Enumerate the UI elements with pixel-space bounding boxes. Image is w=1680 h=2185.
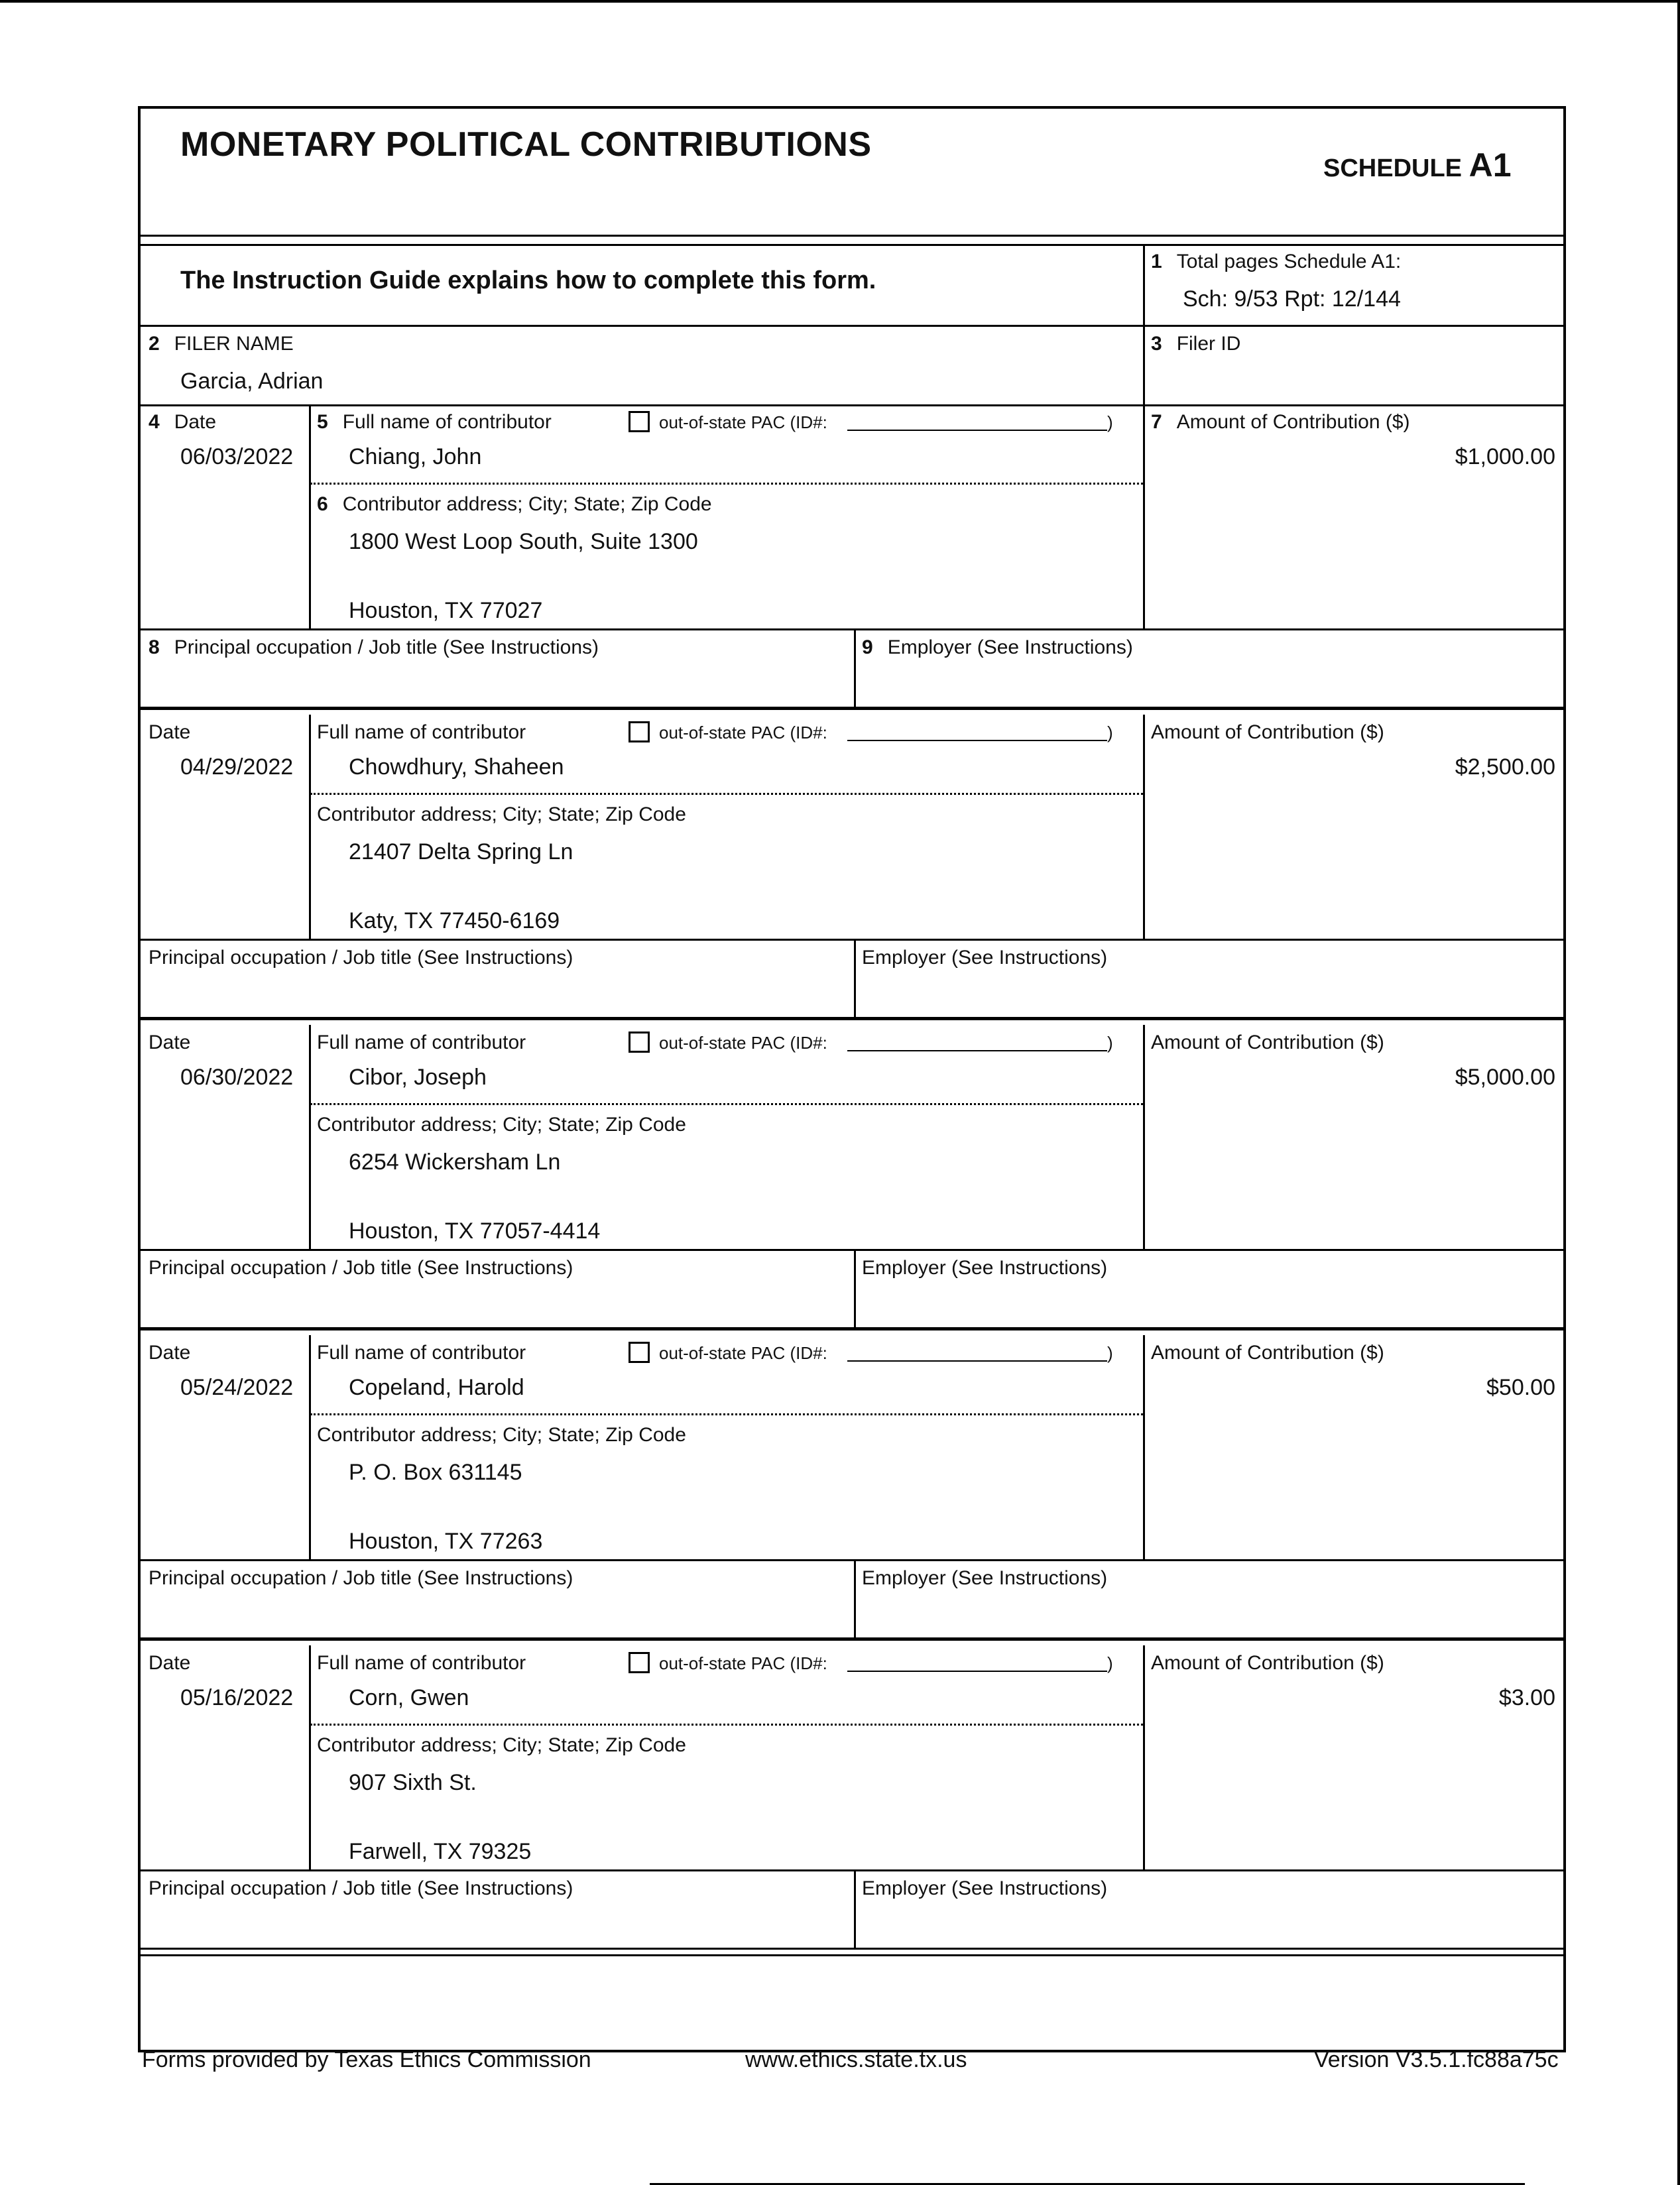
employer-field (862, 636, 1133, 659)
contribution-entry-3 (141, 1025, 1563, 1335)
out-of-state-pac-label: out-of-state PAC (ID#: (659, 1343, 827, 1363)
contributor-name-field (317, 1342, 526, 1364)
contributor-address-label: Contributor address; City; State; Zip Code (317, 803, 686, 825)
date-label: Date (149, 721, 191, 743)
total-pages-label: Total pages Schedule A1: (1176, 251, 1402, 272)
contributor-address-line1: 21407 Delta Spring Ln (349, 839, 573, 864)
amount-column-divider (1143, 404, 1145, 628)
field-number-7: 7 (1151, 411, 1162, 433)
contribution-entry-1 (141, 404, 1563, 715)
amount-field (1151, 411, 1410, 434)
contribution-entry-2 (141, 715, 1563, 1025)
contribution-form (138, 106, 1566, 2052)
contributor-address-line2: Farwell, TX 79325 (349, 1839, 532, 1864)
date-field (149, 411, 216, 434)
occupation-employer-divider (854, 1559, 856, 1637)
pac-id-blank (847, 1671, 1107, 1672)
occupation-top-line (141, 1559, 1563, 1561)
amount-column-divider (1143, 1335, 1145, 1559)
field-number-1: 1 (1151, 251, 1162, 272)
name-address-divider (310, 483, 1143, 485)
filer-name-value: Garcia, Adrian (180, 369, 324, 394)
employer-label: Employer (See Instructions) (862, 1877, 1108, 1899)
contributor-address-line1: 6254 Wickersham Ln (349, 1150, 561, 1175)
field-number-2: 2 (149, 333, 160, 355)
contributor-name: Chowdhury, Shaheen (349, 754, 564, 780)
contributor-name-label: Full name of contributor (317, 1342, 526, 1364)
date-label: Date (174, 411, 217, 433)
contributor-name: Cibor, Joseph (349, 1065, 487, 1090)
employer-field (862, 1877, 1107, 1900)
contribution-amount: $3.00 (1498, 1685, 1555, 1710)
contributor-address-line2: Katy, TX 77450-6169 (349, 908, 560, 933)
contributor-address-line2: Houston, TX 77057-4414 (349, 1218, 601, 1244)
contribution-entry-4 (141, 1335, 1563, 1645)
page-edge-top (0, 0, 1680, 3)
occupation-employer-divider (854, 939, 856, 1017)
occupation-label: Principal occupation / Job title (See Instructions) (174, 636, 599, 658)
occupation-top-line (141, 939, 1563, 941)
out-of-state-pac-checkbox[interactable] (629, 1032, 650, 1053)
contributor-address-line1: 1800 West Loop South, Suite 1300 (349, 529, 698, 554)
pac-id-blank (847, 1360, 1107, 1362)
pac-id-blank (847, 430, 1107, 431)
schedule-code: A1 (1469, 147, 1512, 184)
employer-label: Employer (See Instructions) (862, 947, 1108, 969)
entry-separator-line (141, 708, 1563, 710)
schedule-label-text: SCHEDULE (1323, 154, 1463, 182)
out-of-state-pac-label: out-of-state PAC (ID#: (659, 723, 827, 742)
occupation-label: Principal occupation / Job title (See Instructions) (149, 1567, 573, 1589)
filer-name-label: FILER NAME (174, 333, 294, 355)
total-pages-field (1151, 251, 1401, 273)
contributor-address-label: Contributor address; City; State; Zip Code (317, 1114, 686, 1136)
name-address-divider (310, 1413, 1143, 1415)
contributor-address-label: Contributor address; City; State; Zip Code (342, 493, 712, 515)
amount-label: Amount of Contribution ($) (1151, 721, 1384, 743)
contribution-date: 05/16/2022 (180, 1685, 294, 1710)
occupation-label: Principal occupation / Job title (See Instructions) (149, 947, 573, 969)
amount-field (1151, 721, 1384, 744)
name-address-divider (310, 1103, 1143, 1105)
out-of-state-pac-label: out-of-state PAC (ID#: (659, 412, 827, 432)
contribution-amount: $2,500.00 (1455, 754, 1555, 780)
contribution-date: 04/29/2022 (180, 754, 294, 780)
employer-field (862, 947, 1107, 969)
field-number-5: 5 (317, 411, 328, 433)
pac-id-blank (847, 1050, 1107, 1051)
contribution-amount: $5,000.00 (1455, 1065, 1555, 1090)
out-of-state-pac-label: out-of-state PAC (ID#: (659, 1033, 827, 1053)
contributor-address-field (317, 803, 686, 826)
pac-close-paren: ) (1107, 1653, 1113, 1673)
entry-separator-line (141, 1329, 1563, 1330)
pac-close-paren: ) (1107, 412, 1113, 432)
field-number-8: 8 (149, 636, 160, 658)
out-of-state-pac-checkbox[interactable] (629, 1652, 650, 1673)
form-title: MONETARY POLITICAL CONTRIBUTIONS (180, 125, 872, 164)
date-column-divider (309, 1645, 311, 1869)
contributor-name-label: Full name of contributor (317, 1032, 526, 1053)
employer-field (862, 1567, 1107, 1590)
filer-id-label: Filer ID (1176, 333, 1241, 355)
contributor-address-field (317, 493, 712, 516)
occupation-field (149, 636, 599, 659)
contributor-name-field (317, 721, 526, 744)
contributor-address-line2: Houston, TX 77027 (349, 598, 543, 623)
footer-url[interactable]: www.ethics.state.tx.us (745, 2047, 967, 2072)
contribution-date: 05/24/2022 (180, 1375, 294, 1400)
date-field (149, 721, 190, 744)
pac-close-paren: ) (1107, 1343, 1113, 1363)
contribution-date: 06/30/2022 (180, 1065, 294, 1090)
page-edge-right (1677, 0, 1680, 2185)
amount-column-divider (1143, 1025, 1145, 1249)
contributor-address-line1: 907 Sixth St. (349, 1770, 477, 1795)
contributor-address-line1: P. O. Box 631145 (349, 1460, 522, 1485)
out-of-state-pac-label: out-of-state PAC (ID#: (659, 1653, 827, 1673)
amount-field (1151, 1032, 1384, 1054)
field-number-9: 9 (862, 636, 873, 658)
field-number-3: 3 (1151, 333, 1162, 355)
amount-field (1151, 1652, 1384, 1675)
amount-label: Amount of Contribution ($) (1151, 1652, 1384, 1674)
name-address-divider (310, 793, 1143, 795)
date-label: Date (149, 1652, 191, 1674)
amount-label: Amount of Contribution ($) (1176, 411, 1410, 433)
instruction-text: The Instruction Guide explains how to complete this form. (180, 266, 876, 294)
date-field (149, 1652, 190, 1675)
contribution-entry-5 (141, 1645, 1563, 1956)
contributor-name-label: Full name of contributor (342, 411, 552, 433)
out-of-state-pac-checkbox[interactable] (629, 1342, 650, 1363)
date-column-divider (309, 715, 311, 939)
contributor-name: Corn, Gwen (349, 1685, 469, 1710)
contributor-name-field (317, 1652, 526, 1675)
amount-label: Amount of Contribution ($) (1151, 1032, 1384, 1053)
date-label: Date (149, 1032, 191, 1053)
occupation-field (149, 1567, 573, 1590)
occupation-label: Principal occupation / Job title (See Instructions) (149, 1257, 573, 1279)
entry-bottom-line (141, 1948, 1563, 1950)
contributor-name-field (317, 411, 552, 434)
occupation-employer-divider (854, 1869, 856, 1948)
occupation-top-line (141, 1869, 1563, 1871)
employer-label: Employer (See Instructions) (862, 1567, 1108, 1589)
contribution-amount: $50.00 (1486, 1375, 1555, 1400)
contribution-date: 06/03/2022 (180, 444, 294, 469)
header-divider-2 (141, 244, 1563, 246)
footer-version: Version V3.5.1.fc88a75c (1314, 2047, 1559, 2072)
instruction-bottom-line (141, 325, 1563, 327)
footer-provider: Forms provided by Texas Ethics Commission (142, 2047, 591, 2072)
final-entry-bottom-line (141, 1954, 1563, 1956)
header-divider-1 (141, 235, 1563, 237)
occupation-label: Principal occupation / Job title (See Instructions) (149, 1877, 573, 1899)
occupation-top-line (141, 1249, 1563, 1251)
filer-id-field (1151, 333, 1240, 355)
pac-id-blank (847, 740, 1107, 741)
employer-label: Employer (See Instructions) (862, 1257, 1108, 1279)
contribution-amount: $1,000.00 (1455, 444, 1555, 469)
contributor-address-field (317, 1114, 686, 1136)
filer-name-field (149, 333, 294, 355)
occupation-field (149, 1257, 573, 1279)
pac-close-paren: ) (1107, 723, 1113, 742)
occupation-field (149, 1877, 573, 1900)
contributor-name: Chiang, John (349, 444, 482, 469)
entry-separator-line (141, 1018, 1563, 1020)
amount-label: Amount of Contribution ($) (1151, 1342, 1384, 1364)
amount-column-divider (1143, 1645, 1145, 1869)
contributor-address-label: Contributor address; City; State; Zip Code (317, 1734, 686, 1756)
contributor-name-label: Full name of contributor (317, 1652, 526, 1674)
contributor-address-label: Contributor address; City; State; Zip Code (317, 1424, 686, 1446)
field-number-6: 6 (317, 493, 328, 515)
out-of-state-pac-checkbox[interactable] (629, 411, 650, 432)
contributor-address-line2: Houston, TX 77263 (349, 1529, 543, 1554)
field-number-4: 4 (149, 411, 160, 433)
date-column-divider (309, 404, 311, 628)
amount-column-divider (1143, 715, 1145, 939)
name-address-divider (310, 1724, 1143, 1726)
date-column-divider (309, 1025, 311, 1249)
entry-separator-line (141, 1639, 1563, 1641)
employer-field (862, 1257, 1107, 1279)
contributor-name-label: Full name of contributor (317, 721, 526, 743)
out-of-state-pac-checkbox[interactable] (629, 721, 650, 742)
occupation-employer-divider (854, 1249, 856, 1327)
employer-label: Employer (See Instructions) (887, 636, 1133, 658)
total-pages-value: Sch: 9/53 Rpt: 12/144 (1183, 286, 1401, 312)
occupation-field (149, 947, 573, 969)
date-field (149, 1342, 190, 1364)
occupation-top-line (141, 628, 1563, 630)
amount-field (1151, 1342, 1384, 1364)
schedule-label (1323, 146, 1512, 184)
pac-close-paren: ) (1107, 1033, 1113, 1053)
occupation-employer-divider (854, 628, 856, 707)
date-field (149, 1032, 190, 1054)
contributor-name: Copeland, Harold (349, 1375, 524, 1400)
contributor-name-field (317, 1032, 526, 1054)
contributor-address-field (317, 1734, 686, 1757)
date-column-divider (309, 1335, 311, 1559)
date-label: Date (149, 1342, 191, 1364)
contributor-address-field (317, 1424, 686, 1447)
